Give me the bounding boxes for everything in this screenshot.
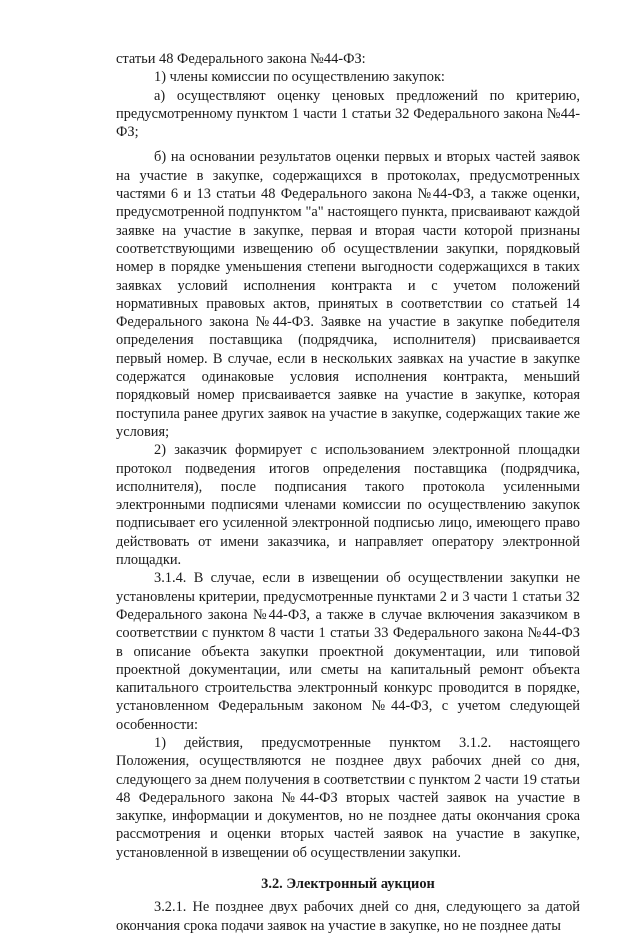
paragraph-subitem-b: б) на основании результатов оценки первых и вторых частей заявок на участие в закупке, содержащихся в протоколах, предусмотренных частями 6 и 13 статьи 48 Федерального закона №44-ФЗ, а также оценки, предусмотренной подпунктом "а" настоящего пункта, присваивают каждой заявке на участие в закупке, первая и вторая части которой признаны соответствующими извещению об осуществлении закупки, порядковый номер в порядке уменьшения степени выгодности содержащихся в таких заявках условий исполнения контракта и с учетом положений нормативных правовых актов, принятых в соответствии со статьей 14 Федерального закона №44-ФЗ. Заявке на участие в закупке победителя определения поставщика (подрядчика, исполнителя) присваивается первый номер. В случае, если в нескольких заявках на участие в закупке содержатся одинаковые условия исполнения контракта, меньший порядковый номер присваивается заявке на участие в закупке, которая поступила ранее других заявок на участие в закупке, содержащих такие же условия; <box>116 149 580 440</box>
paragraph-continuation: статьи 48 Федерального закона №44-ФЗ: <box>116 51 366 67</box>
section-heading: 3.2. Электронный аукцион <box>261 876 435 893</box>
paragraph-list-item-2: 2) заказчик формирует с использованием электронной площадки протокол подведения итогов определения поставщика (подрядчика, исполнителя), после подписания такого протокола усиленными электронными подписями членами комиссии по осуществлению закупок подписывает его усиленной электронной подписью лицо, имеющего право действовать от имени заказчика, и направляет оператору электронной площадки. <box>116 442 580 569</box>
paragraph-clause-3-1-4-item-1: 1) действия, предусмотренные пунктом 3.1.2. настоящего Положения, осуществляются не позднее двух рабочих дней со дня, следующего за днем получения в соответствии с пунктом 2 части 19 статьи 48 Федерального закона №44-ФЗ вторых частей заявок на участие в закупке, информации и документов, но не позднее даты окончания срока рассмотрения и оценки вторых частей заявок на участие в закупке, установленной в извещении об осуществлении закупки. <box>116 734 580 861</box>
paragraph-list-item-1: 1) члены комиссии по осуществлению закупок: <box>154 69 445 86</box>
document-body <box>116 50 580 935</box>
paragraph-subitem-a: а) осуществляют оценку ценовых предложений по критерию, предусмотренному пунктом 1 части 1 статьи 32 Федерального закона №44-ФЗ; <box>116 87 580 141</box>
paragraph-clause-3-2-1: 3.2.1. Не позднее двух рабочих дней со дня, следующего за датой окончания срока подачи заявок на участие в закупке, но не позднее даты <box>116 899 580 934</box>
paragraph-clause-3-1-4: 3.1.4. В случае, если в извещении об осуществлении закупки не установлены критерии, предусмотренные пунктами 2 и 3 части 1 статьи 32 Федерального закона №44-ФЗ, а также в случае включения заказчиком в соответствии с пунктом 8 части 1 статьи 33 Федерального закона №44-ФЗ в описание объекта закупки проектной документации, или типовой проектной документации, или сметы на капитальный ремонт объекта капитального строительства электронный конкурс проводится в порядке, установленном Федеральным законом №44-ФЗ, с учетом следующей особенности: <box>116 570 580 733</box>
